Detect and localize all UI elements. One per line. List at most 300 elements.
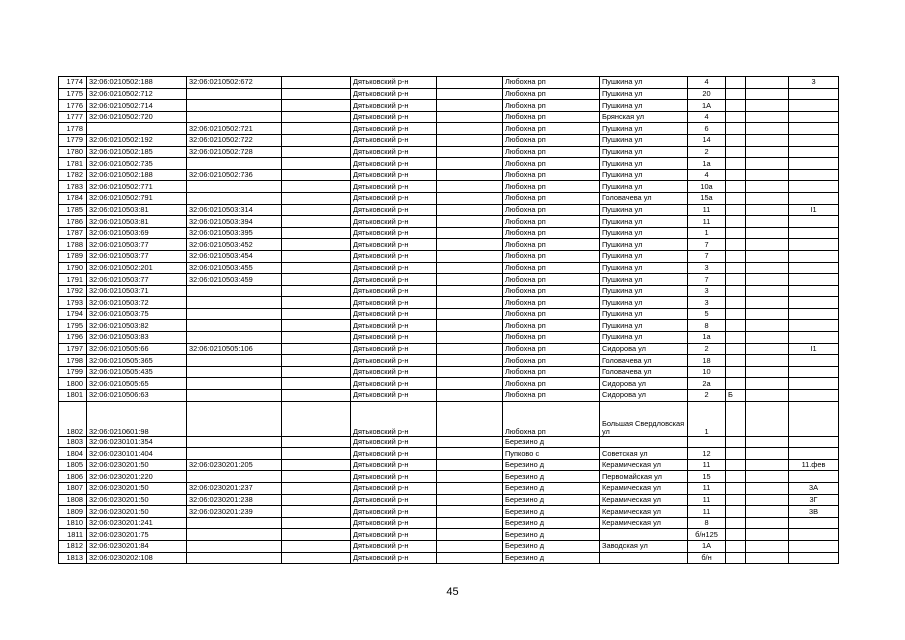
empty-cell xyxy=(437,77,503,89)
table-row xyxy=(59,552,839,564)
building-letter-cell xyxy=(726,297,746,309)
row-number: 1800 xyxy=(59,378,87,390)
table-row xyxy=(59,320,839,332)
house-number-cell: 10 xyxy=(688,366,726,378)
flat-cell xyxy=(746,285,789,297)
premises-cell xyxy=(789,401,839,436)
district-cell: Дятьковский р-н xyxy=(351,355,437,367)
building-letter-cell xyxy=(726,332,746,344)
district-cell: Дятьковский р-н xyxy=(351,274,437,286)
house-number-cell: 2 xyxy=(688,343,726,355)
street-cell: Пушкина ул xyxy=(600,146,688,158)
premises-cell xyxy=(789,366,839,378)
related-cadastral-number-cell xyxy=(187,100,282,112)
premises-cell xyxy=(789,448,839,460)
settlement-cell: Любохна рп xyxy=(503,134,600,146)
related-cadastral-number-cell xyxy=(187,88,282,100)
settlement-cell: Любохна рп xyxy=(503,401,600,436)
related-cadastral-number-cell xyxy=(187,401,282,436)
empty-cell xyxy=(437,471,503,483)
cadastral-number-cell: 32:06:0210503:83 xyxy=(87,332,187,344)
building-letter-cell xyxy=(726,77,746,89)
empty-cell xyxy=(437,332,503,344)
empty-cell xyxy=(437,506,503,518)
district-cell: Дятьковский р-н xyxy=(351,320,437,332)
building-letter-cell xyxy=(726,169,746,181)
table-row xyxy=(59,123,839,135)
premises-cell: 3А xyxy=(789,483,839,495)
building-letter-cell xyxy=(726,529,746,541)
empty-cell xyxy=(437,274,503,286)
empty-cell xyxy=(437,483,503,495)
settlement-cell: Березино д xyxy=(503,517,600,529)
related-cadastral-number-cell xyxy=(187,355,282,367)
house-number-cell: 14 xyxy=(688,134,726,146)
related-cadastral-number-cell xyxy=(187,285,282,297)
related-cadastral-number-cell: 32:06:0230201:205 xyxy=(187,459,282,471)
flat-cell xyxy=(746,343,789,355)
empty-cell xyxy=(282,285,351,297)
settlement-cell: Березино д xyxy=(503,436,600,448)
street-cell: Пушкина ул xyxy=(600,227,688,239)
flat-cell xyxy=(746,401,789,436)
related-cadastral-number-cell xyxy=(187,529,282,541)
row-number: 1781 xyxy=(59,158,87,170)
empty-cell xyxy=(437,320,503,332)
flat-cell xyxy=(746,366,789,378)
row-number: 1810 xyxy=(59,517,87,529)
house-number-cell: 1 xyxy=(688,401,726,436)
settlement-cell: Березино д xyxy=(503,552,600,564)
empty-cell xyxy=(437,204,503,216)
house-number-cell xyxy=(688,436,726,448)
building-letter-cell xyxy=(726,216,746,228)
flat-cell xyxy=(746,111,789,123)
cadastral-number-cell: 32:06:0230201:50 xyxy=(87,459,187,471)
flat-cell xyxy=(746,204,789,216)
empty-cell xyxy=(282,146,351,158)
table-body xyxy=(59,77,839,564)
table-row xyxy=(59,134,839,146)
related-cadastral-number-cell: 32:06:0230201:239 xyxy=(187,506,282,518)
empty-cell xyxy=(437,529,503,541)
district-cell: Дятьковский р-н xyxy=(351,227,437,239)
row-number: 1797 xyxy=(59,343,87,355)
street-cell: Пушкина ул xyxy=(600,123,688,135)
house-number-cell: 3 xyxy=(688,297,726,309)
empty-cell xyxy=(437,552,503,564)
cadastral-number-cell: 32:06:0210502:714 xyxy=(87,100,187,112)
building-letter-cell xyxy=(726,250,746,262)
empty-cell xyxy=(437,448,503,460)
cadastral-number-cell: 32:06:0210502:188 xyxy=(87,169,187,181)
flat-cell xyxy=(746,471,789,483)
building-letter-cell xyxy=(726,204,746,216)
building-letter-cell xyxy=(726,517,746,529)
house-number-cell: 1А xyxy=(688,100,726,112)
house-number-cell: 11 xyxy=(688,506,726,518)
flat-cell xyxy=(746,540,789,552)
cadastral-number-cell: 32:06:0210502:735 xyxy=(87,158,187,170)
row-number: 1804 xyxy=(59,448,87,460)
row-number: 1809 xyxy=(59,506,87,518)
flat-cell xyxy=(746,448,789,460)
street-cell: Пушкина ул xyxy=(600,204,688,216)
district-cell: Дятьковский р-н xyxy=(351,401,437,436)
settlement-cell: Любохна рп xyxy=(503,181,600,193)
house-number-cell: 7 xyxy=(688,250,726,262)
related-cadastral-number-cell xyxy=(187,552,282,564)
cadastral-number-cell xyxy=(87,123,187,135)
table-row xyxy=(59,274,839,286)
flat-cell xyxy=(746,378,789,390)
street-cell: Керамическая ул xyxy=(600,506,688,518)
empty-cell xyxy=(282,483,351,495)
district-cell: Дятьковский р-н xyxy=(351,146,437,158)
empty-cell xyxy=(282,506,351,518)
row-number: 1811 xyxy=(59,529,87,541)
building-letter-cell xyxy=(726,134,746,146)
row-number: 1792 xyxy=(59,285,87,297)
street-cell: Пушкина ул xyxy=(600,332,688,344)
table-row xyxy=(59,471,839,483)
table-row xyxy=(59,517,839,529)
row-number: 1803 xyxy=(59,436,87,448)
related-cadastral-number-cell: 32:06:0210502:728 xyxy=(187,146,282,158)
row-number: 1783 xyxy=(59,181,87,193)
empty-cell xyxy=(282,494,351,506)
premises-cell: 3 xyxy=(789,77,839,89)
empty-cell xyxy=(437,297,503,309)
house-number-cell: 3 xyxy=(688,262,726,274)
empty-cell xyxy=(282,216,351,228)
cadastral-number-cell: 32:06:0210506:63 xyxy=(87,390,187,402)
empty-cell xyxy=(282,540,351,552)
settlement-cell: Березино д xyxy=(503,506,600,518)
premises-cell: I1 xyxy=(789,343,839,355)
related-cadastral-number-cell xyxy=(187,181,282,193)
related-cadastral-number-cell: 32:06:0210502:721 xyxy=(187,123,282,135)
empty-cell xyxy=(282,239,351,251)
cadastral-number-cell: 32:06:0210505:65 xyxy=(87,378,187,390)
district-cell: Дятьковский р-н xyxy=(351,123,437,135)
premises-cell xyxy=(789,134,839,146)
table-row xyxy=(59,540,839,552)
street-cell: Головачева ул xyxy=(600,355,688,367)
empty-cell xyxy=(437,366,503,378)
building-letter-cell xyxy=(726,401,746,436)
table-row xyxy=(59,216,839,228)
building-letter-cell xyxy=(726,158,746,170)
building-letter-cell xyxy=(726,378,746,390)
premises-cell xyxy=(789,250,839,262)
building-letter-cell xyxy=(726,111,746,123)
related-cadastral-number-cell xyxy=(187,192,282,204)
related-cadastral-number-cell xyxy=(187,366,282,378)
building-letter-cell xyxy=(726,239,746,251)
empty-cell xyxy=(437,123,503,135)
flat-cell xyxy=(746,123,789,135)
empty-cell xyxy=(282,100,351,112)
building-letter-cell xyxy=(726,552,746,564)
street-cell xyxy=(600,529,688,541)
table-row xyxy=(59,343,839,355)
table-row xyxy=(59,529,839,541)
building-letter-cell xyxy=(726,448,746,460)
row-number: 1806 xyxy=(59,471,87,483)
flat-cell xyxy=(746,390,789,402)
house-number-cell: 8 xyxy=(688,517,726,529)
related-cadastral-number-cell: 32:06:0210503:314 xyxy=(187,204,282,216)
empty-cell xyxy=(437,134,503,146)
premises-cell xyxy=(789,111,839,123)
empty-cell xyxy=(437,517,503,529)
table-row xyxy=(59,483,839,495)
empty-cell xyxy=(282,88,351,100)
row-number: 1774 xyxy=(59,77,87,89)
empty-cell xyxy=(437,146,503,158)
cadastral-number-cell: 32:06:0230201:220 xyxy=(87,471,187,483)
street-cell: Пушкина ул xyxy=(600,262,688,274)
flat-cell xyxy=(746,552,789,564)
premises-cell: 3Г xyxy=(789,494,839,506)
flat-cell xyxy=(746,308,789,320)
empty-cell xyxy=(437,355,503,367)
premises-cell xyxy=(789,100,839,112)
flat-cell xyxy=(746,529,789,541)
premises-cell xyxy=(789,285,839,297)
flat-cell xyxy=(746,320,789,332)
empty-cell xyxy=(282,320,351,332)
empty-cell xyxy=(282,471,351,483)
empty-cell xyxy=(282,552,351,564)
district-cell: Дятьковский р-н xyxy=(351,158,437,170)
table-row xyxy=(59,100,839,112)
empty-cell xyxy=(282,227,351,239)
settlement-cell: Любохна рп xyxy=(503,77,600,89)
cadastral-number-cell: 32:06:0210502:192 xyxy=(87,134,187,146)
street-cell: Сидорова ул xyxy=(600,343,688,355)
empty-cell xyxy=(437,262,503,274)
settlement-cell: Любохна рп xyxy=(503,123,600,135)
premises-cell xyxy=(789,192,839,204)
cadastral-number-cell: 32:06:0210503:77 xyxy=(87,274,187,286)
related-cadastral-number-cell xyxy=(187,517,282,529)
building-letter-cell xyxy=(726,227,746,239)
street-cell: Советская ул xyxy=(600,448,688,460)
settlement-cell: Любохна рп xyxy=(503,262,600,274)
related-cadastral-number-cell xyxy=(187,390,282,402)
row-number: 1789 xyxy=(59,250,87,262)
empty-cell xyxy=(282,448,351,460)
empty-cell xyxy=(437,308,503,320)
table-row xyxy=(59,436,839,448)
premises-cell: 11.фев xyxy=(789,459,839,471)
empty-cell xyxy=(282,529,351,541)
settlement-cell: Любохна рп xyxy=(503,111,600,123)
row-number: 1775 xyxy=(59,88,87,100)
empty-cell xyxy=(282,390,351,402)
district-cell: Дятьковский р-н xyxy=(351,239,437,251)
building-letter-cell xyxy=(726,343,746,355)
building-letter-cell xyxy=(726,88,746,100)
related-cadastral-number-cell: 32:06:0230201:238 xyxy=(187,494,282,506)
premises-cell xyxy=(789,181,839,193)
district-cell: Дятьковский р-н xyxy=(351,483,437,495)
house-number-cell: 4 xyxy=(688,77,726,89)
cadastral-number-cell: 32:06:0210502:720 xyxy=(87,111,187,123)
settlement-cell: Любохна рп xyxy=(503,297,600,309)
row-number: 1794 xyxy=(59,308,87,320)
table-row xyxy=(59,181,839,193)
street-cell: Керамическая ул xyxy=(600,517,688,529)
district-cell: Дятьковский р-н xyxy=(351,448,437,460)
cadastral-number-cell: 32:06:0210503:69 xyxy=(87,227,187,239)
premises-cell xyxy=(789,239,839,251)
empty-cell xyxy=(282,250,351,262)
district-cell: Дятьковский р-н xyxy=(351,343,437,355)
house-number-cell: 1а xyxy=(688,332,726,344)
row-number: 1786 xyxy=(59,216,87,228)
premises-cell xyxy=(789,320,839,332)
premises-cell xyxy=(789,308,839,320)
building-letter-cell xyxy=(726,146,746,158)
cadastral-number-cell: 32:06:0230201:50 xyxy=(87,506,187,518)
cadastral-number-cell: 32:06:0210502:188 xyxy=(87,77,187,89)
empty-cell xyxy=(282,169,351,181)
district-cell: Дятьковский р-н xyxy=(351,216,437,228)
empty-cell xyxy=(437,494,503,506)
related-cadastral-number-cell: 32:06:0210505:106 xyxy=(187,343,282,355)
house-number-cell: 4 xyxy=(688,111,726,123)
table-row xyxy=(59,262,839,274)
cadastral-number-cell: 32:06:0210505:66 xyxy=(87,343,187,355)
table-row xyxy=(59,285,839,297)
flat-cell xyxy=(746,77,789,89)
building-letter-cell xyxy=(726,366,746,378)
empty-cell xyxy=(437,378,503,390)
empty-cell xyxy=(282,181,351,193)
table-row xyxy=(59,77,839,89)
settlement-cell: Березино д xyxy=(503,494,600,506)
flat-cell xyxy=(746,216,789,228)
table-row xyxy=(59,158,839,170)
flat-cell xyxy=(746,517,789,529)
flat-cell xyxy=(746,100,789,112)
settlement-cell: Любохна рп xyxy=(503,332,600,344)
street-cell: Сидорова ул xyxy=(600,378,688,390)
street-cell: Пушкина ул xyxy=(600,158,688,170)
table-row xyxy=(59,111,839,123)
building-letter-cell xyxy=(726,459,746,471)
table-row xyxy=(59,88,839,100)
table-row xyxy=(59,239,839,251)
premises-cell xyxy=(789,471,839,483)
cadastral-number-cell: 32:06:0210503:71 xyxy=(87,285,187,297)
table-row xyxy=(59,355,839,367)
settlement-cell: Любохна рп xyxy=(503,355,600,367)
house-number-cell: б/н xyxy=(688,552,726,564)
district-cell: Дятьковский р-н xyxy=(351,494,437,506)
premises-cell xyxy=(789,227,839,239)
settlement-cell: Березино д xyxy=(503,471,600,483)
related-cadastral-number-cell: 32:06:0210503:395 xyxy=(187,227,282,239)
row-number: 1780 xyxy=(59,146,87,158)
cadastral-number-cell: 32:06:0210503:75 xyxy=(87,308,187,320)
related-cadastral-number-cell: 32:06:0210503:454 xyxy=(187,250,282,262)
property-registry-table xyxy=(58,76,839,564)
building-letter-cell xyxy=(726,274,746,286)
flat-cell xyxy=(746,483,789,495)
house-number-cell: 20 xyxy=(688,88,726,100)
building-letter-cell xyxy=(726,355,746,367)
empty-cell xyxy=(282,158,351,170)
street-cell: Пушкина ул xyxy=(600,239,688,251)
empty-cell xyxy=(282,111,351,123)
house-number-cell: б/н125 xyxy=(688,529,726,541)
empty-cell xyxy=(282,77,351,89)
empty-cell xyxy=(282,517,351,529)
row-number: 1793 xyxy=(59,297,87,309)
row-number: 1805 xyxy=(59,459,87,471)
empty-cell xyxy=(437,239,503,251)
settlement-cell: Любохна рп xyxy=(503,227,600,239)
related-cadastral-number-cell xyxy=(187,448,282,460)
flat-cell xyxy=(746,436,789,448)
settlement-cell: Любохна рп xyxy=(503,100,600,112)
empty-cell xyxy=(282,192,351,204)
empty-cell xyxy=(437,436,503,448)
cadastral-number-cell: 32:06:0210503:72 xyxy=(87,297,187,309)
premises-cell xyxy=(789,540,839,552)
row-number: 1776 xyxy=(59,100,87,112)
settlement-cell: Березино д xyxy=(503,483,600,495)
house-number-cell: 18 xyxy=(688,355,726,367)
cadastral-number-cell: 32:06:0210502:201 xyxy=(87,262,187,274)
row-number: 1784 xyxy=(59,192,87,204)
cadastral-number-cell: 32:06:0210505:365 xyxy=(87,355,187,367)
table-row xyxy=(59,308,839,320)
premises-cell xyxy=(789,378,839,390)
cadastral-number-cell: 32:06:0210503:82 xyxy=(87,320,187,332)
row-number: 1799 xyxy=(59,366,87,378)
building-letter-cell xyxy=(726,100,746,112)
building-letter-cell xyxy=(726,262,746,274)
house-number-cell: 10а xyxy=(688,181,726,193)
building-letter-cell xyxy=(726,192,746,204)
row-number: 1795 xyxy=(59,320,87,332)
cadastral-number-cell: 32:06:0210505:435 xyxy=(87,366,187,378)
empty-cell xyxy=(437,169,503,181)
row-number: 1807 xyxy=(59,483,87,495)
district-cell: Дятьковский р-н xyxy=(351,88,437,100)
settlement-cell: Любохна рп xyxy=(503,390,600,402)
district-cell: Дятьковский р-н xyxy=(351,540,437,552)
row-number: 1802 xyxy=(59,401,87,436)
empty-cell xyxy=(282,343,351,355)
table-row xyxy=(59,297,839,309)
related-cadastral-number-cell: 32:06:0210503:452 xyxy=(187,239,282,251)
flat-cell xyxy=(746,169,789,181)
empty-cell xyxy=(282,378,351,390)
flat-cell xyxy=(746,192,789,204)
table-row xyxy=(59,459,839,471)
street-cell: Пушкина ул xyxy=(600,250,688,262)
street-cell: Заводская ул xyxy=(600,540,688,552)
cadastral-number-cell: 32:06:0210502:771 xyxy=(87,181,187,193)
flat-cell xyxy=(746,88,789,100)
cadastral-number-cell: 32:06:0210503:77 xyxy=(87,250,187,262)
